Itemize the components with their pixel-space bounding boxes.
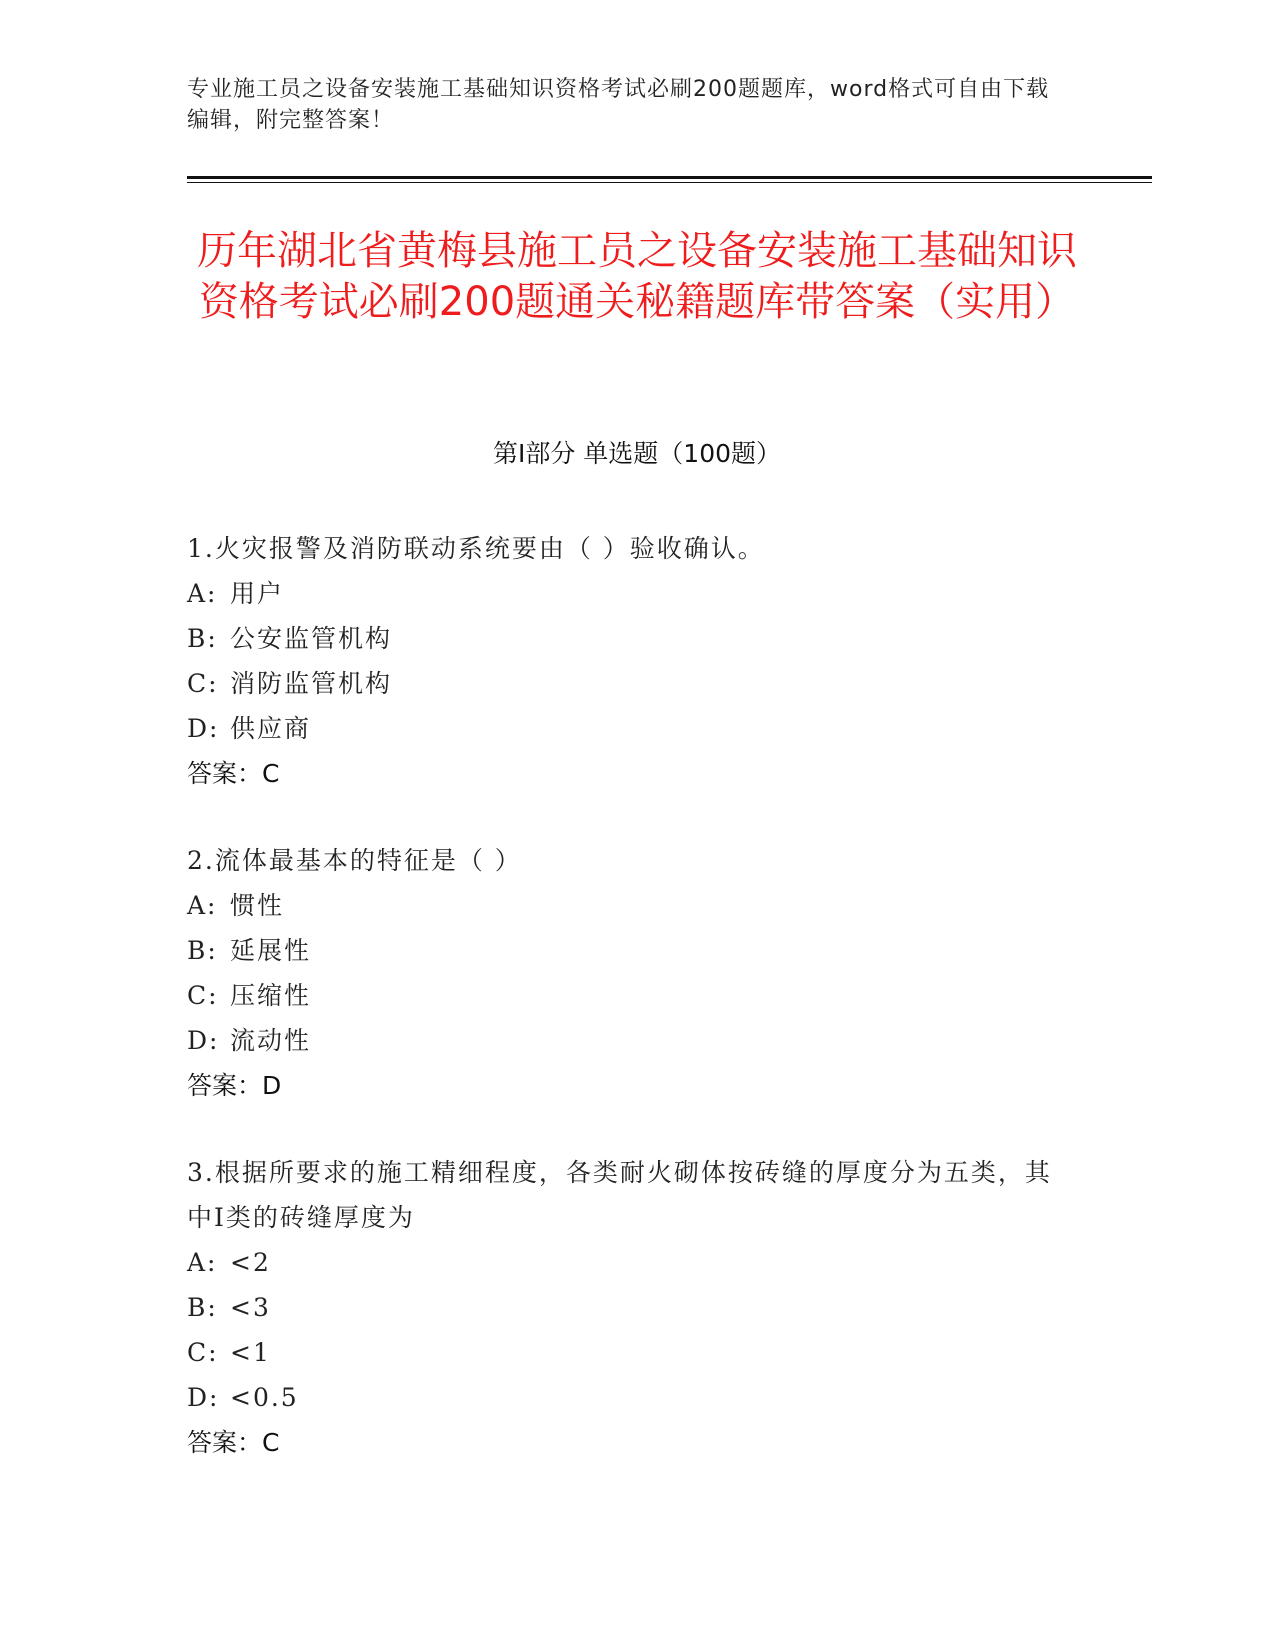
option-d [187, 1375, 1067, 1420]
question-3 [187, 1150, 1067, 1465]
option-key: A: [187, 891, 218, 920]
option-b [187, 928, 1067, 973]
option-key: D: [187, 714, 220, 743]
option-text: <0.5 [230, 1383, 299, 1412]
question-2 [187, 838, 1067, 1108]
option-key: C: [187, 669, 219, 698]
section-title: 第Ⅰ部分 单选题（100题） [492, 439, 782, 468]
answer-line [187, 1420, 1067, 1465]
option-text: <3 [230, 1293, 271, 1322]
answer-value: D [262, 1071, 282, 1100]
option-text: 用户 [230, 579, 285, 608]
header-rule-thick [187, 176, 1152, 179]
header-rule-thin [187, 182, 1152, 183]
option-c [187, 1330, 1067, 1375]
answer-line [187, 751, 1067, 796]
answer-label: 答案： [187, 1428, 263, 1457]
option-d [187, 1018, 1067, 1063]
option-c [187, 661, 1067, 706]
option-text: 公安监管机构 [230, 624, 393, 653]
answer-label: 答案： [187, 759, 263, 788]
option-key: B: [187, 936, 218, 965]
option-key: C: [187, 981, 219, 1010]
header-note: 专业施工员之设备安装施工基础知识资格考试必刷200题题库，word格式可自由下载编辑，附完整答案！ [187, 77, 1050, 133]
option-text: 消防监管机构 [230, 669, 393, 698]
answer-value: C [262, 759, 280, 788]
question-stem: 1.火灾报警及消防联动系统要由（ ）验收确认。 [187, 534, 765, 563]
answer-line [187, 1063, 1067, 1108]
option-c [187, 973, 1067, 1018]
option-key: A: [187, 579, 218, 608]
question-list [187, 526, 1067, 1507]
option-a [187, 571, 1067, 616]
answer-label: 答案： [187, 1071, 263, 1100]
answer-value: C [262, 1428, 280, 1457]
option-b [187, 616, 1067, 661]
option-key: D: [187, 1383, 220, 1412]
option-text: <2 [230, 1248, 271, 1277]
question-stem: 3.根据所要求的施工精细程度，各类耐火砌体按砖缝的厚度分为五类，其中Ⅰ类的砖缝厚度为 [187, 1158, 1052, 1232]
option-text: 压缩性 [230, 981, 312, 1010]
option-key: B: [187, 624, 218, 653]
option-key: D: [187, 1026, 220, 1055]
option-key: B: [187, 1293, 218, 1322]
document-title: 历年湖北省黄梅县施工员之设备安装施工基础知识资格考试必刷200题通关秘籍题库带答案（实用） [197, 228, 1077, 325]
option-a [187, 883, 1067, 928]
option-text: 惯性 [230, 891, 285, 920]
question-1 [187, 526, 1067, 796]
option-text: 流动性 [230, 1026, 312, 1055]
option-text: 供应商 [230, 714, 312, 743]
question-stem: 2.流体最基本的特征是（ ） [187, 846, 522, 875]
option-key: C: [187, 1338, 219, 1367]
option-key: A: [187, 1248, 218, 1277]
option-b [187, 1285, 1067, 1330]
option-text: <1 [230, 1338, 271, 1367]
option-a [187, 1240, 1067, 1285]
option-d [187, 706, 1067, 751]
option-text: 延展性 [230, 936, 312, 965]
